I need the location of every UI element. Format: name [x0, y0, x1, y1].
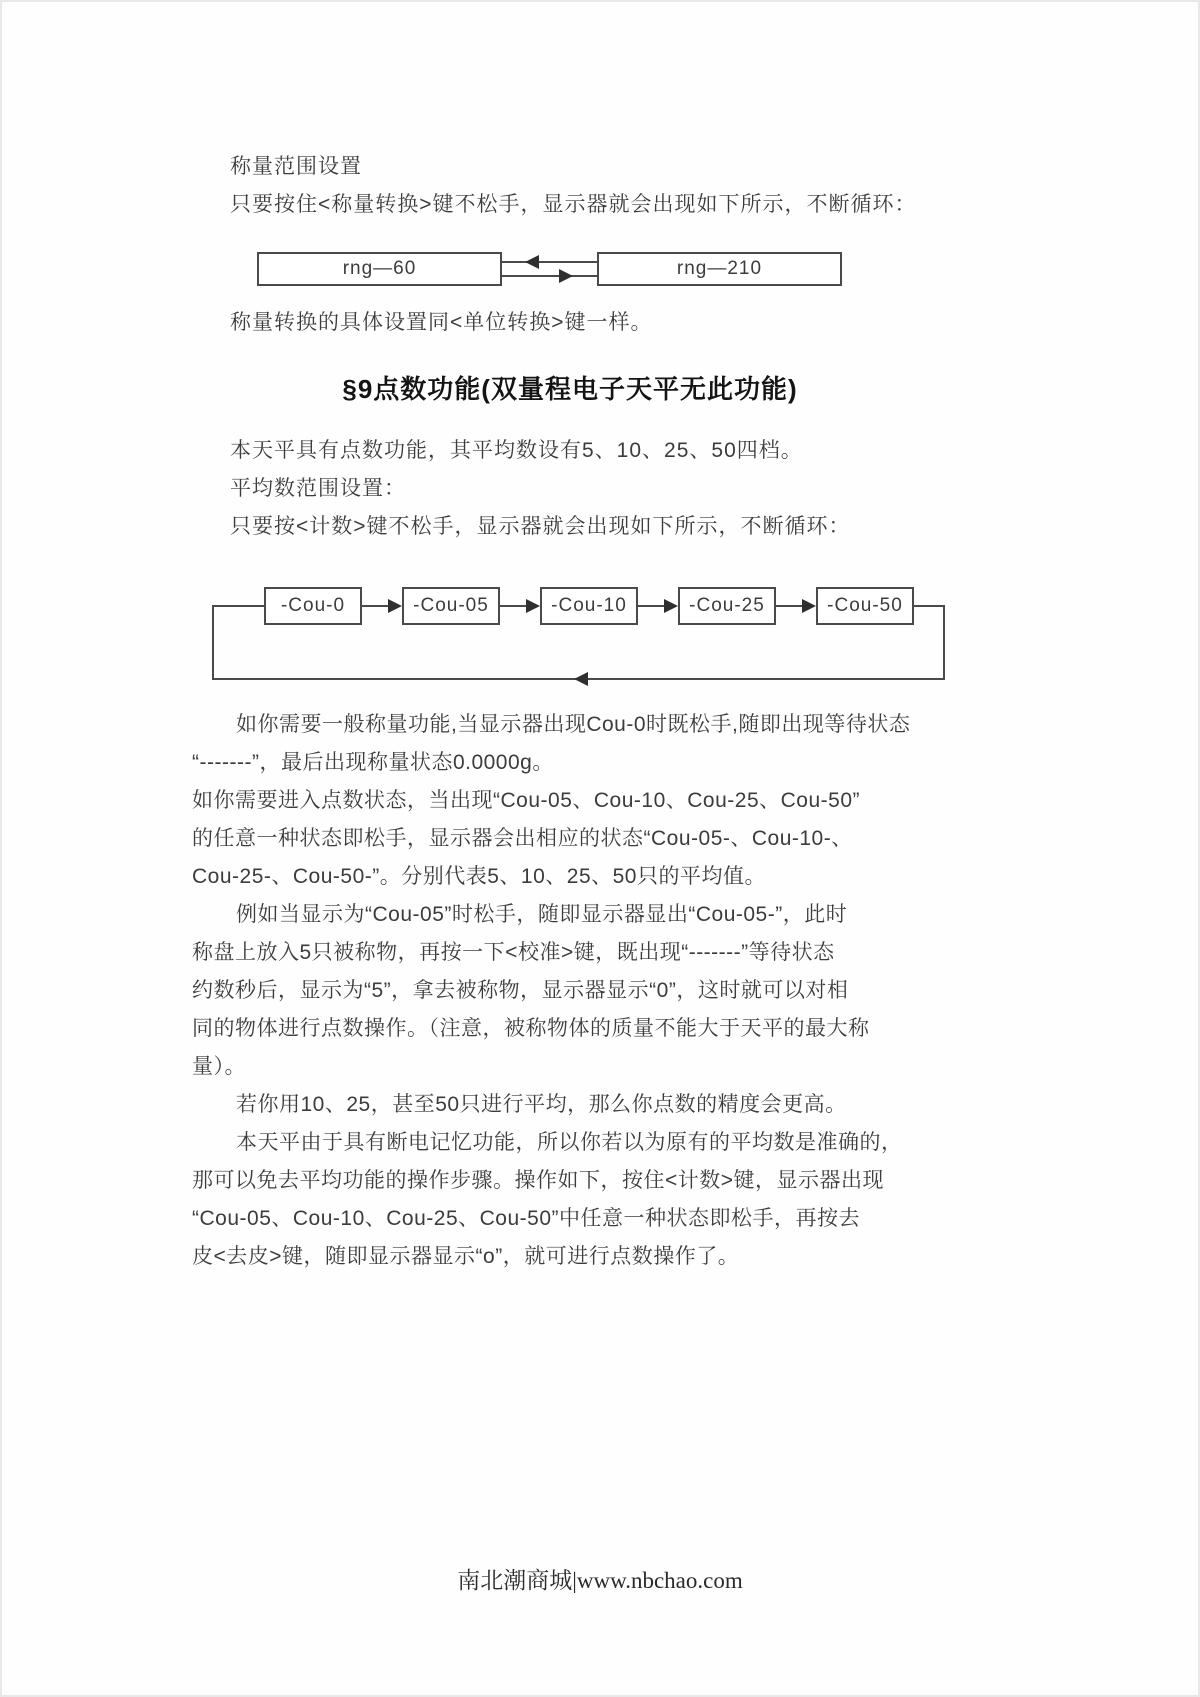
- body-line: 称盘上放入5只被称物，再按一下<校准>键，既出现“-------”等待状态: [192, 941, 835, 964]
- counting-intro-2: 平均数范围设置：: [230, 477, 406, 500]
- body-line: 约数秒后，显示为“5”，拿去被称物，显示器显示“0”，这时就可以对相: [192, 979, 849, 1002]
- loop-line: [212, 605, 264, 607]
- range-toggle-diagram: [257, 252, 842, 290]
- body-line: 量）。: [192, 1055, 246, 1078]
- loop-line: [943, 605, 945, 680]
- count-box-cou0: -Cou-0: [264, 587, 362, 625]
- body-line: 如你需要进入点数状态，当出现“Cou-05、Cou-10、Cou-25、Cou-50”: [192, 789, 860, 812]
- counting-cycle-diagram: [212, 582, 947, 690]
- connector-line: [500, 605, 528, 607]
- counting-intro-1: 本天平具有点数功能，其平均数设有5、10、25、50四档。: [230, 439, 803, 462]
- body-line: 那可以免去平均功能的操作步骤。操作如下，按住<计数>键，显示器出现: [192, 1169, 885, 1192]
- body-line: 如你需要一般称量功能,当显示器出现Cou-0时既松手,随即出现等待状态: [236, 713, 911, 736]
- body-line: 的任意一种状态即松手，显示器会出相应的状态“Cou-05-、Cou-10-、: [192, 827, 853, 850]
- body-line: 同的物体进行点数操作。（注意，被称物体的质量不能大于天平的最大称: [192, 1017, 870, 1040]
- site-watermark: 南北潮商城|www.nbchao.com: [457, 1568, 743, 1593]
- loop-line: [212, 605, 214, 680]
- body-line: 本天平由于具有断电记忆功能，所以你若以为原有的平均数是准确的，: [236, 1131, 903, 1154]
- arrow-left-icon: [525, 255, 539, 269]
- arrow-right-icon: [664, 599, 678, 613]
- arrow-right-icon: [526, 599, 540, 613]
- page-content: [2, 2, 1198, 1276]
- count-box-cou25: -Cou-25: [678, 587, 776, 625]
- section-heading: §9点数功能(双量程电子天平无此功能): [342, 374, 798, 404]
- connector-line: [776, 605, 804, 607]
- loop-line: [914, 605, 945, 607]
- connector-line: [502, 275, 597, 277]
- weighing-range-title: 称量范围设置: [230, 155, 362, 178]
- connector-line: [362, 605, 390, 607]
- arrow-left-icon: [574, 672, 588, 686]
- body-line: Cou-25-、Cou-50-”。分别代表5、10、25、50只的平均值。: [192, 865, 766, 888]
- count-box-cou05: -Cou-05: [402, 587, 500, 625]
- arrow-right-icon: [802, 599, 816, 613]
- range-box-rng210: rng—210: [597, 252, 842, 286]
- weighing-range-instruction: 只要按住<称量转换>键不松手，显示器就会出现如下所示，不断循环：: [230, 193, 917, 216]
- arrow-right-icon: [559, 269, 573, 283]
- connector-line: [638, 605, 666, 607]
- body-line: “-------”，最后出现称量状态0.0000g。: [192, 751, 554, 774]
- body-line: 皮<去皮>键，随即显示器显示“o”，就可进行点数操作了。: [192, 1245, 740, 1268]
- count-box-cou10: -Cou-10: [540, 587, 638, 625]
- arrow-right-icon: [388, 599, 402, 613]
- connector-line: [502, 261, 597, 263]
- body-paragraphs: [192, 706, 948, 1276]
- counting-intro-3: 只要按<计数>键不松手，显示器就会出现如下所示，不断循环：: [230, 515, 851, 538]
- weighing-range-note: 称量转换的具体设置同<单位转换>键一样。: [230, 311, 653, 334]
- count-box-cou50: -Cou-50: [816, 587, 914, 625]
- body-line: 例如当显示为“Cou-05”时松手，随即显示器显出“Cou-05-”，此时: [236, 903, 848, 926]
- range-box-rng60: rng—60: [257, 252, 502, 286]
- body-line: 若你用10、25，甚至50只进行平均，那么你点数的精度会更高。: [236, 1093, 847, 1116]
- body-line: “Cou-05、Cou-10、Cou-25、Cou-50”中任意一种状态即松手，再按去: [192, 1207, 860, 1230]
